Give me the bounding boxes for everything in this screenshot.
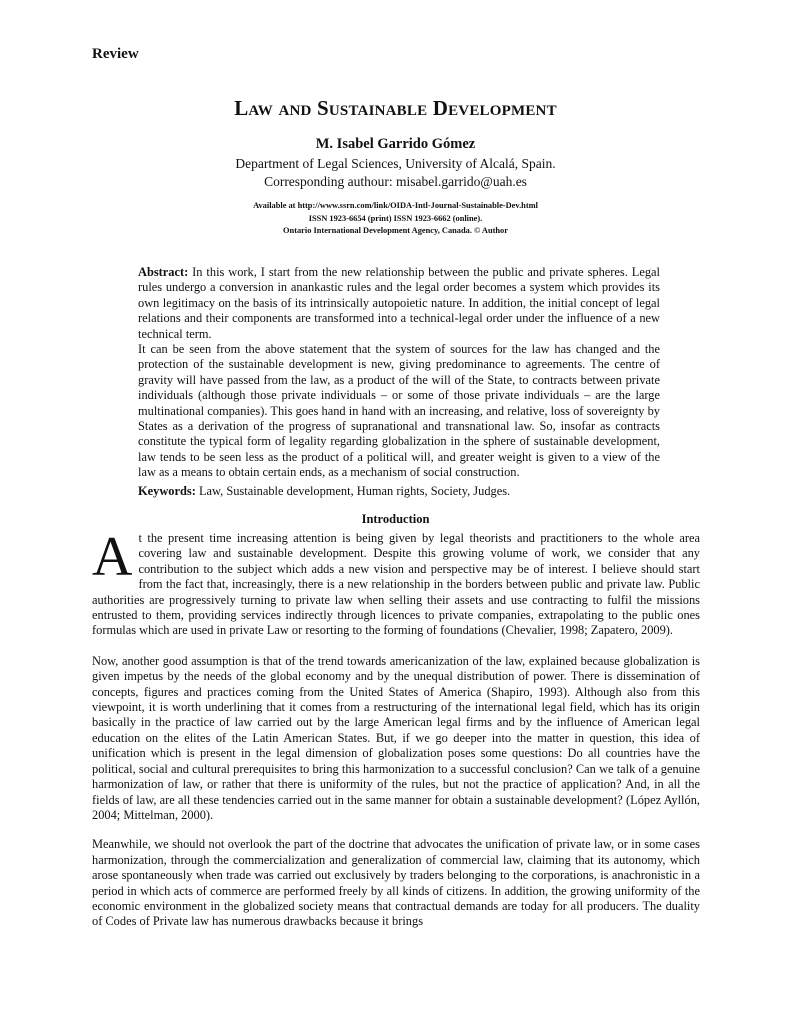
body-text bbox=[92, 526, 700, 944]
paper-title: Law and Sustainable Development bbox=[234, 96, 557, 120]
section-label: Review bbox=[92, 46, 139, 62]
author-name: M. Isabel Garrido Gómez bbox=[315, 136, 476, 152]
abstract-label: Abstract: bbox=[138, 265, 189, 279]
corresponding-author: Corresponding authour: misabel.garrido@uah.es bbox=[264, 174, 527, 189]
introduction-heading: Introduction bbox=[361, 512, 430, 526]
keywords-label: Keywords: bbox=[138, 483, 196, 498]
author-affiliation-block bbox=[0, 155, 791, 191]
drop-cap: A bbox=[92, 526, 133, 588]
keywords-line bbox=[138, 484, 660, 499]
intro-paragraph-3: Meanwhile, we should not overlook the part of the doctrine that advocates the unification of private law, or in some cases harmonization, through the commercialization and generalization of commercial law, claiming that its autonomy, which arose spontaneously when trade was carried out exclusively by traders belonging to the corporations, is anachronistic in a period in which acts of commerce are performed freely by all kinds of citizens. In addition, the growing uniformity of the economic environment in the globalized society means that contractual demands are today for all producers. The duality of Codes of Private law has numerous drawbacks because it brings bbox=[92, 837, 700, 929]
abstract-text-1: In this work, I start from the new relationship between the public and private spheres. Legal rules undergo a conversion in anankastic rules and the legal order becomes a system which provides its own legitimacy on the basis of its intrinsically autopoietic nature. In addition, the initial concept of legal relations and their components are transformed into a technical-legal order under the influence of a new technical term. bbox=[138, 265, 660, 341]
intro-paragraph-1 bbox=[92, 526, 700, 639]
publisher-line: Ontario International Development Agency, Canada. © Author bbox=[283, 226, 508, 235]
availability-url: Available at http://www.ssrn.com/link/OIDA-Intl-Journal-Sustainable-Dev.html bbox=[253, 201, 538, 210]
abstract-paragraph-2: It can be seen from the above statement that the system of sources for the law has changed and the protection of the sustainable development is new, giving predominance to agreements. The centre of gravity will have passed from the law, as a product of the will of the State, to contracts between private individuals (although those private individuals – or some of those private individuals – are the large multinational companies). This goes hand in hand with an increasing, and relative, loss of sovereignty by States as a derivation of the progress of supranational and transnational law. So, insofar as contracts constitute the typical form of legality regarding globalization in the sphere of sustainable development, law tends to be seen less as the product of a political will, and greater weight is given to a view of the law as a means to obtain certain ends, as a mechanism of social construction. bbox=[138, 342, 660, 480]
abstract-paragraph-1 bbox=[138, 265, 660, 342]
keywords-text: Law, Sustainable development, Human rights, Society, Judges. bbox=[198, 483, 511, 498]
intro-paragraph-1-text: t the present time increasing attention is being given by legal theorists and practitioners to the whole area covering law and sustainable development. Despite this growing volume of work, we consider that any contribution to the subject which adds a new vision and perspective may be of interest. I believe should start from the fact that, increasingly, there is a new relationship in the borders between public and private law. Public authorities are progressively turning to private law when selling their assets and use contracting to fulfil the missions entrusted to them, providing services indirectly through licences to private companies, extrapolating to the public ones formulas which are used in private Law or resorting to the forming of foundations (Chevalier, 1998; Zapatero, 2009). bbox=[92, 531, 700, 638]
affiliation: Department of Legal Sciences, University of Alcalá, Spain. bbox=[235, 156, 556, 171]
issn-line: ISSN 1923-6654 (print) ISSN 1923-6662 (online). bbox=[308, 213, 483, 223]
intro-paragraph-2: Now, another good assumption is that of the trend towards americanization of the law, explained because globalization is given impetus by the needs of the global economy and by the unequal distribution of power. There is dissemination of concepts, figures and practices coming from the United States of America (Shapiro, 1993). Although also from this viewpoint, it is worth underlining that it comes from a restructuring of the international legal field, which has its origin basically in the practice of law carried out by the large American legal firms and by the influence of American legal education on the elites of the Latin American States. But, if we go deeper into the matter in question, this idea of unification which is present in the legal dimension of globalization poses some questions: Do all countries have the political, social and cultural prerequisites to bring this harmonization to a successful conclusion? Can we talk of a genuine harmonization of law, or rather that there is uniformity of the rules, but not the practice of application? And, in all the fields of law, are all these tendencies carried out in the same manner for obtain a sustainable development? (López Ayllón, 2004; Mittelman, 2000). bbox=[92, 653, 700, 822]
abstract-block bbox=[138, 265, 660, 499]
availability-block bbox=[0, 200, 791, 238]
